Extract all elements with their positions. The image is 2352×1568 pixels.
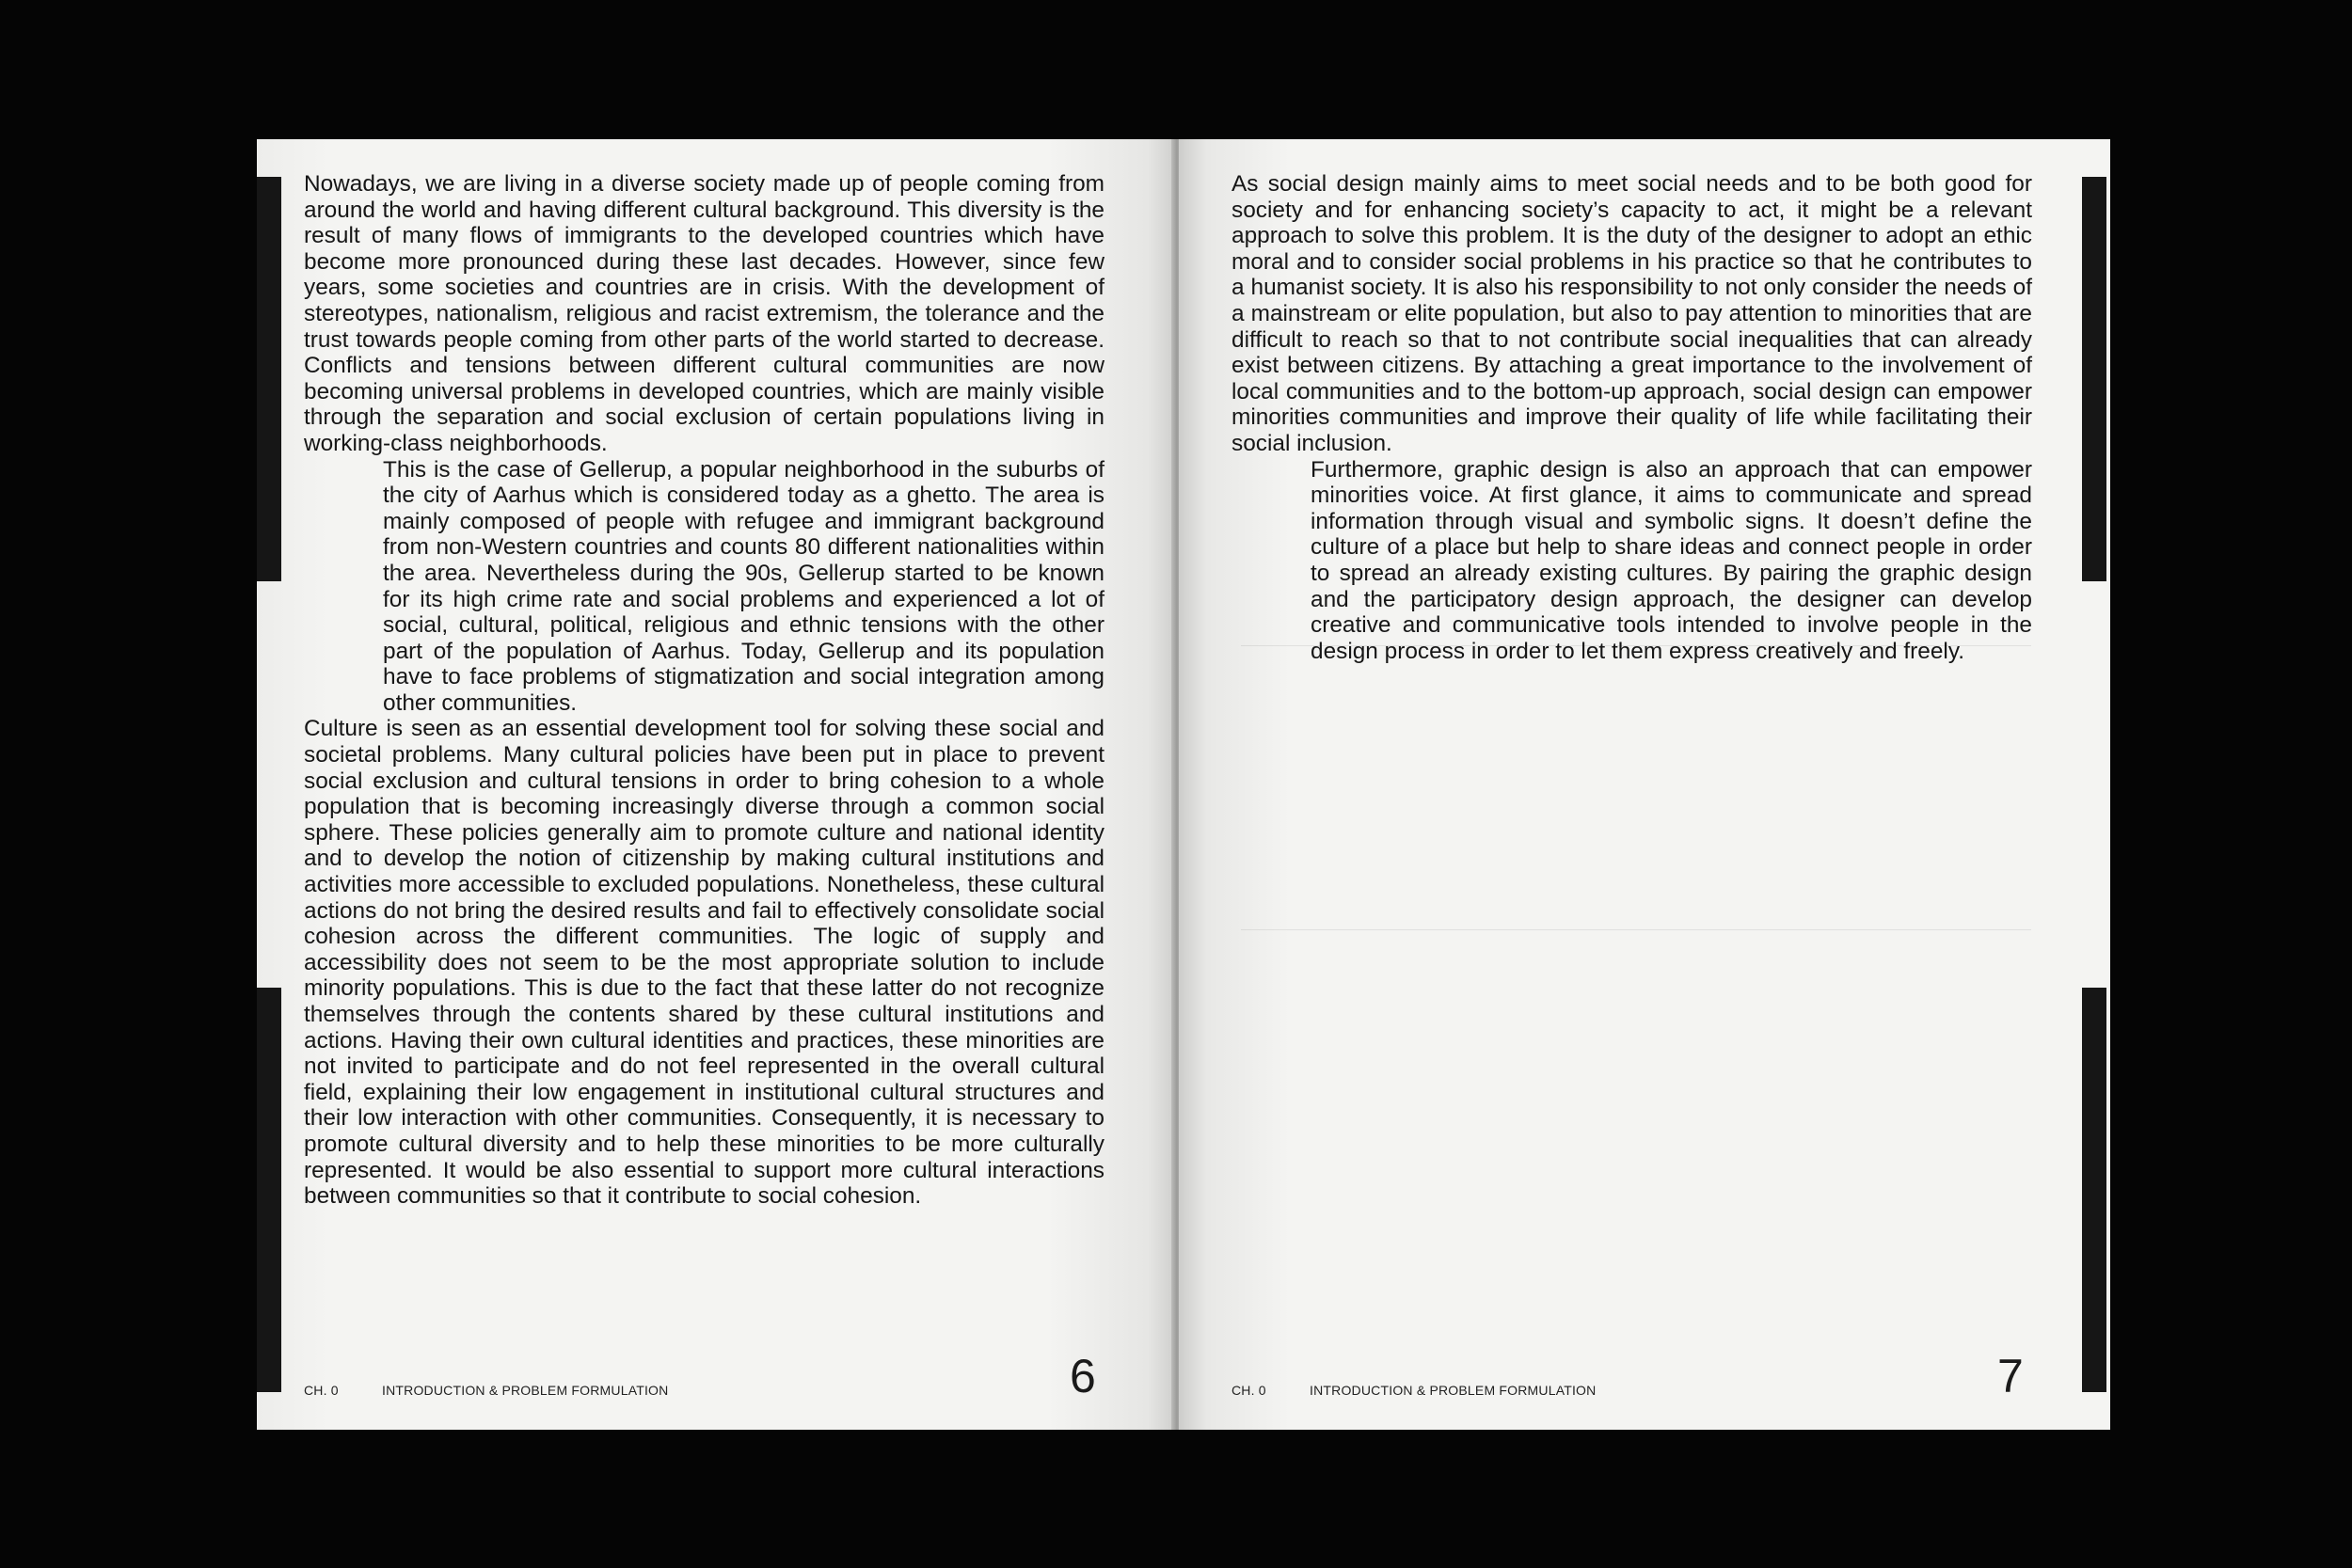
right-page [1179, 139, 2110, 1430]
right-paragraph-1: As social design mainly aims to meet social needs and to be both good for society and for enhancing society’s capacity to act, it might be a relevant approach to solve this problem. It is the duty of the designer to adopt an ethic moral and to consider social problems in his practice so that he contributes to a humanist society. It is also his responsibility to not only consider the needs of a mainstream or elite population, but also to pay attention to minorities that are difficult to reach so that to not contribute social inequalities that can already exist between citizens. By attaching a great importance to the involvement of local communities and to the bottom-up approach, social design can empower minorities communities and improve their quality of life while facilitating their social inclusion. [1232, 171, 2032, 456]
right-tab-top [2082, 177, 2106, 581]
show-through-rule-bottom [1241, 929, 2031, 930]
right-footer-chapter: CH. 0 [1232, 1383, 1266, 1398]
right-tab-bottom [2082, 988, 2106, 1392]
left-page-number: 6 [1070, 1350, 1096, 1402]
left-paragraph-1: Nowadays, we are living in a diverse society made up of people coming from around the world and having different cultural background. This diversity is the result of many flows of immigrants to the developed countries which have become more pronounced during these last decades. However, since few years, some societies and countries are in crisis. With the development of stereotypes, nationalism, religious and racist extremism, the tolerance and the trust towards people coming from other parts of the world started to decrease. Conflicts and tensions between different cultural communities are now becoming universal problems in developed countries, which are mainly visible through the separation and social exclusion of certain populations living in working-class neighborhoods. [304, 171, 1104, 456]
left-paragraph-3: Culture is seen as an essential development tool for solving these social and societal problems. Many cultural policies have been put in place to prevent social exclusion and cultural tensions in order to bring cohesion to a whole population that is becoming increasingly diverse through a common social sphere. These policies generally aim to promote culture and national identity and to develop the notion of citizenship by making cultural institutions and activities more accessible to excluded populations. Nonetheless, these cultural actions do not bring the desired results and fail to effectively consolidate social cohesion across the different communities. The logic of supply and accessibility does not seem to be the most appropriate solution to include minority populations. This is due to the fact that these latter do not recognize themselves through the contents shared by these cultural institutions and actions. Having their own cultural identities and practices, these minorities are not invited to participate and do not feel represented in the overall cultural field, explaining their low engagement in institutional cultural structures and their low interaction with other communities. Consequently, it is necessary to promote cultural diversity and to help these minorities to be more culturally represented. It would be also essential to support more cultural interactions between communities so that it contribute to social cohesion. [304, 716, 1104, 1210]
left-tab-bottom [257, 988, 281, 1392]
left-tab-top [257, 177, 281, 581]
left-footer-title: INTRODUCTION & PROBLEM FORMULATION [382, 1383, 669, 1398]
left-paragraph-2: This is the case of Gellerup, a popular neighborhood in the suburbs of the city of Aarhus which is considered today as a ghetto. The area is mainly composed of people with refugee and immigrant background from non-Western countries and counts 80 different nationalities within the area. Nevertheless during the 90s, Gellerup started to be known for its high crime rate and social problems and experienced a lot of social, cultural, political, religious and ethnic tensions with the other part of the population of Aarhus. Today, Gellerup and its population have to face problems of stigmatization and social integration among other communities. [383, 456, 1104, 716]
right-paragraph-2: Furthermore, graphic design is also an approach that can empower minorities voice. At first glance, it aims to communicate and spread information through visual and symbolic signs. It doesn’t define the culture of a place but help to share ideas and connect people in order to spread an already existing cultures. By pairing the graphic design and the participatory design approach, the designer can develop creative and communicative tools intended to involve people in the design process in order to let them express creatively and freely. [1311, 456, 2032, 664]
right-body-text [1232, 171, 2032, 664]
left-page [257, 139, 1175, 1430]
right-page-number: 7 [1997, 1350, 2024, 1402]
right-footer-title: INTRODUCTION & PROBLEM FORMULATION [1310, 1383, 1597, 1398]
left-footer-chapter: CH. 0 [304, 1383, 339, 1398]
left-body-text [304, 171, 1104, 1210]
book-spread [257, 139, 2112, 1430]
